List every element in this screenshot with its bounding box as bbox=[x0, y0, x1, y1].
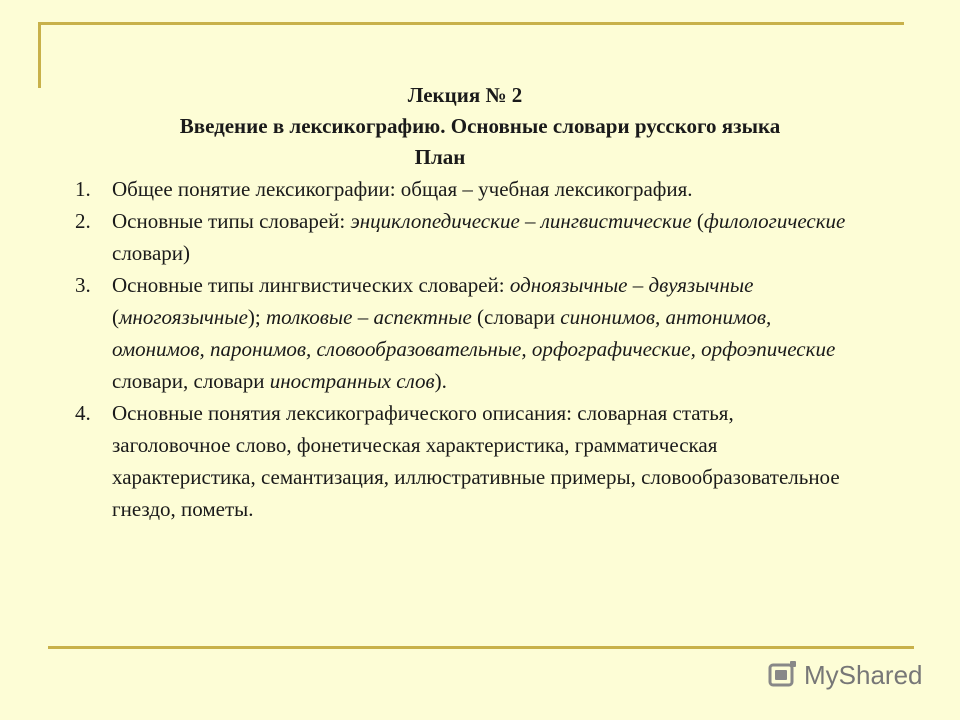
slide-content bbox=[0, 80, 960, 525]
text-segment: ). bbox=[434, 369, 447, 393]
italic-term: двуязычные bbox=[648, 273, 754, 297]
text-segment: Основные типы лингвистических словарей: bbox=[112, 273, 510, 297]
plan-item-3 bbox=[0, 269, 852, 397]
italic-term: энциклопедические – лингвистические bbox=[350, 209, 692, 233]
italic-term: одноязычные bbox=[509, 273, 628, 297]
myshared-watermark bbox=[766, 655, 923, 695]
plan-item-number: 1. bbox=[75, 177, 91, 201]
text-segment: (словари bbox=[471, 305, 561, 329]
top-left-vertical-rule bbox=[38, 22, 41, 88]
watermark-text: MyShared bbox=[804, 659, 923, 690]
bottom-horizontal-rule bbox=[48, 646, 914, 649]
text-segment: Основные понятия лексикографического описания: словарная статья, заголовочное слово, фонетическая характеристика, грамматическая характеристика, семантизация, иллюстративные примеры, словообразовательное гнездо, пометы. bbox=[112, 401, 840, 521]
plan-list bbox=[0, 173, 960, 525]
plan-item-text bbox=[112, 205, 852, 269]
text-segment: Общее понятие лексикографии: общая – учебная лексикография. bbox=[112, 177, 693, 201]
plan-item-4 bbox=[0, 397, 852, 525]
text-segment: словари, словари bbox=[112, 369, 270, 393]
italic-term: иностранных слов bbox=[269, 369, 435, 393]
italic-term: многоязычные bbox=[119, 305, 248, 329]
plan-item-2 bbox=[0, 205, 852, 269]
italic-term: синонимов, антонимов, омонимов, паронимов, словообразовательные, орфографические, орфоэпические bbox=[112, 305, 836, 361]
plan-item-number: 4. bbox=[75, 401, 91, 425]
text-segment: ( bbox=[691, 209, 704, 233]
italic-term: толковые – аспектные bbox=[265, 305, 472, 329]
plan-item-text bbox=[112, 173, 852, 205]
plan-item-text bbox=[112, 397, 852, 525]
myshared-logo-icon bbox=[766, 659, 798, 691]
italic-term: филологические bbox=[703, 209, 846, 233]
top-horizontal-rule bbox=[38, 22, 904, 25]
text-segment: ); bbox=[247, 305, 266, 329]
text-segment: – bbox=[627, 273, 649, 297]
plan-item-number: 3. bbox=[75, 273, 91, 297]
text-segment: Основные типы словарей: bbox=[112, 209, 351, 233]
text-segment: словари) bbox=[112, 241, 190, 265]
plan-item-1 bbox=[0, 173, 852, 205]
plan-item-text bbox=[112, 269, 852, 397]
text-segment: ( bbox=[112, 305, 119, 329]
plan-item-number: 2. bbox=[75, 209, 91, 233]
lecture-title: Лекция № 2 bbox=[407, 83, 523, 107]
lecture-subtitle: Введение в лексикографию. Основные словари русского языка bbox=[179, 114, 781, 138]
plan-label: План bbox=[414, 145, 466, 169]
